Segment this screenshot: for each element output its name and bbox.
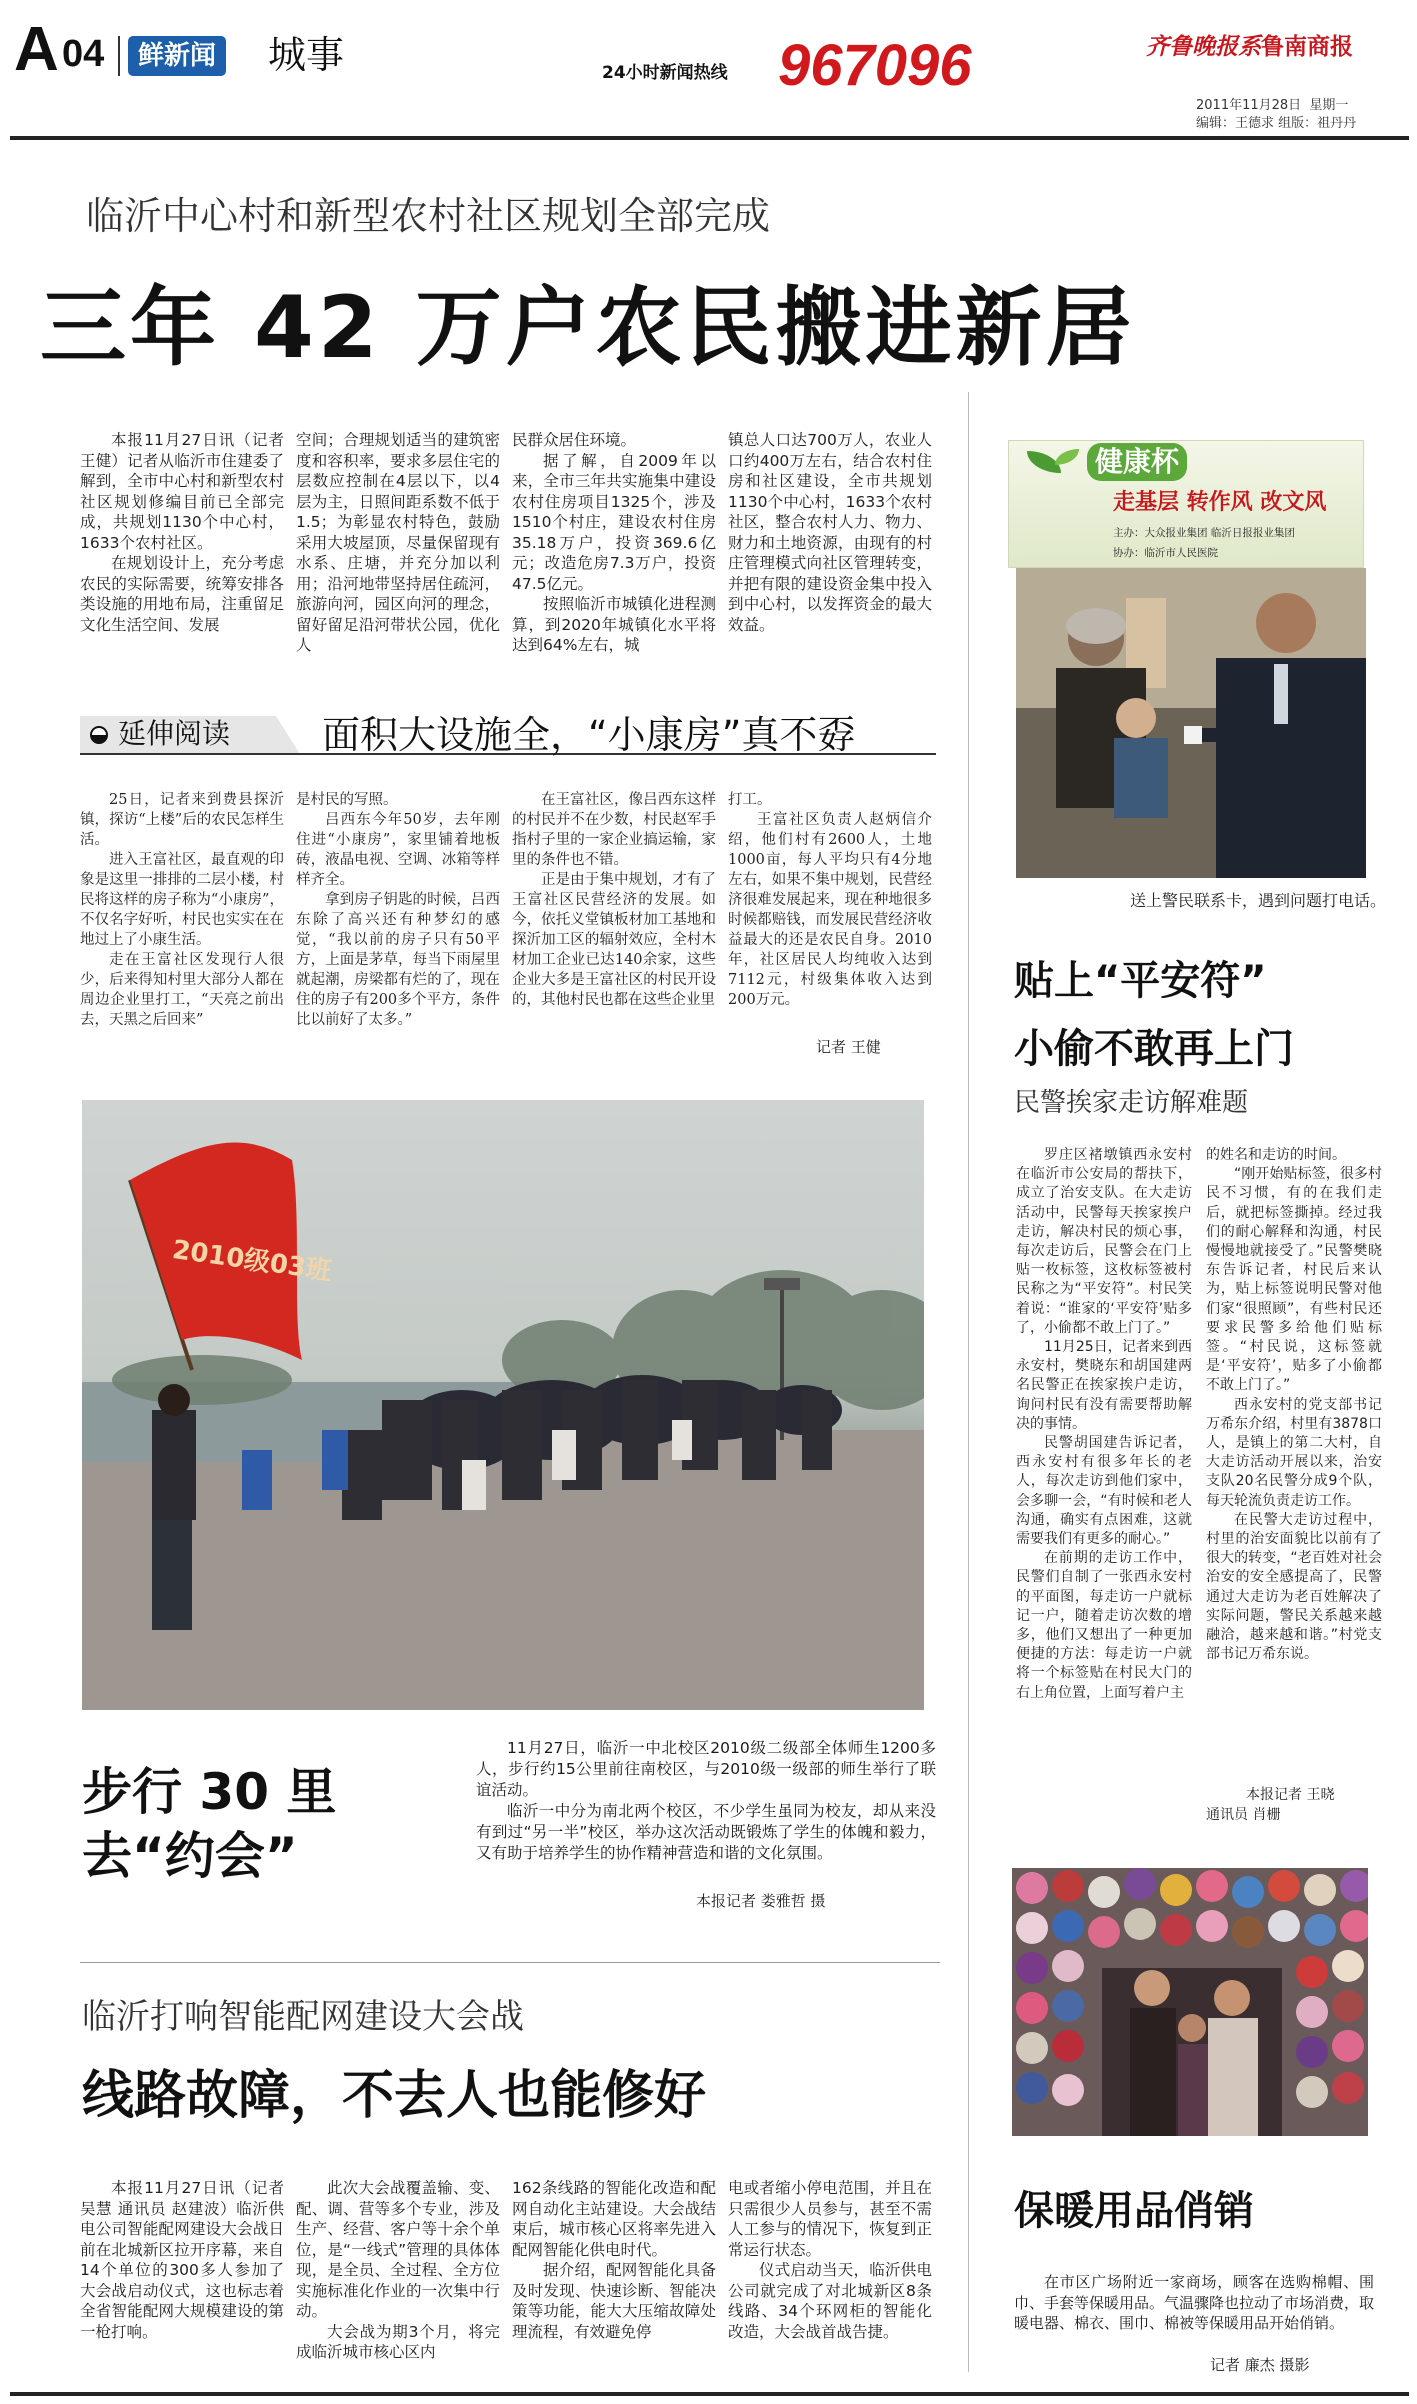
ext-para: 进入王富社区，最直观的印象是这里一排排的二层小楼，村民将这样的房子称为“小康房”，不仅名字好听，村民也实实在在地过上了小康生活。: [80, 852, 284, 948]
grid-para: 大会战为期3个月，将完成临沂城市核心区内: [296, 2322, 500, 2361]
ext-para: 正是由于集中规划，才有了王富社区民营经济的发展。如今，依托义堂镇板材加工基地和探沂加工区的辐射效应，全村木材加工企业已达140余家，这些企业大多是王富社区的村民开设的，其他村民也都在这些企业里: [512, 872, 716, 1008]
brand-badge: 鲜新闻: [128, 36, 226, 76]
lead-col-1: [80, 430, 284, 635]
walk-byline: 本报记者 娄雅哲 摄: [696, 1892, 826, 1910]
extended-headline: 面积大设施全，“小康房”真不孬: [322, 713, 856, 757]
masthead-b: 鲁南商报: [1261, 34, 1353, 60]
police-para: 民警胡国建告诉记者，西永安村有很多年长的老人，每次走访到他们家中，会多聊一会，“有时候和老人沟通，确实有点困难，这就需要我们有更多的耐心。”: [1016, 1435, 1192, 1548]
promo-slogan: 走基层 转作风 改文风: [1113, 490, 1327, 515]
police-para: 的姓名和走访的时间。: [1206, 1147, 1346, 1163]
leaf-icon: [1055, 449, 1079, 465]
page-number: 04: [62, 33, 105, 75]
reading-icon: [90, 726, 108, 744]
lead-col-2: [296, 430, 500, 656]
lead-para: 镇总人口达700万人，农业人口约400万左右，结合农村住房和社区建设，全市共规划1130个中心村，1633个农村社区，整合农村人力、物力、财力和土地资源，由现有的村庄管理模式向社区管理转变，并把有限的建设资金集中投入到中心村，以发挥资金的最大效益。: [728, 431, 932, 634]
police-byline-2: 通讯员 肖栅: [1206, 1807, 1281, 1823]
warm-byline: 记者 廉杰 摄影: [1210, 2356, 1310, 2374]
promo-banner: [1008, 440, 1364, 568]
grid-para: 此次大会战覆盖输、变、配、调、营等多个专业，涉及生产、经营、客户等十余个单位，是“一线式”管理的具体体现，是全员、全过程、全方位实施标准化作业的一次集中行动。: [296, 2179, 500, 2320]
grid-headline: 线路故障，不去人也能修好: [82, 2066, 707, 2126]
grid-col-1: [80, 2178, 284, 2342]
ext-col-1: [80, 790, 284, 1030]
ext-col-3: [512, 790, 716, 1010]
ext-col-4: [728, 790, 932, 1010]
police-para: 西永安村的党支部书记万希东介绍，村里有3878口人，是镇上的第二大村，自大走访活动开展以来，治安支队20名民警分成9个队，每天轮流负责走访工作。: [1206, 1396, 1382, 1509]
ext-para: 打工。: [728, 792, 772, 808]
lead-col-3: [512, 430, 716, 656]
ext-para: 是村民的写照。: [296, 792, 398, 808]
lead-col-4: [728, 430, 932, 635]
masthead: [1146, 28, 1353, 61]
ext-para: 王富社区负责人赵炳信介绍，他们村有2600人，土地1000亩，每人平均只有4分地左右，如果不集中规划，民营经济很难发展起来，现在种地很多时候都赔钱，而发展民营经济收益最大的还是农民自身。2010年，社区居民人均纯收入达到7112元，村级集体收入达到200万元。: [728, 812, 932, 1008]
police-photo: [1016, 568, 1366, 878]
footer-rule: [10, 2392, 1409, 2396]
hotline-number: 967096: [778, 33, 972, 98]
ext-para: 25日，记者来到费县探沂镇，探访“上楼”后的农民怎样生活。: [80, 792, 284, 848]
page-letter: A: [14, 15, 59, 84]
march-photo: [82, 1100, 924, 1710]
police-photo-caption: 送上警民联系卡，遇到问题打电话。: [1130, 891, 1387, 910]
walk-caption-2: 临沂一中分为南北两个校区，不少学生虽同为校友，却从来没有到过“另一半”校区，举办这次活动既锻炼了学生的体魄和毅力，又有助于培养学生的协作精神营造和谐的文化氛围。: [476, 1802, 936, 1862]
police-para: 在民警大走访过程中，村里的治安面貌比以前有了很大的转变，“老百姓对社会治安的安全感提高了，民警通过大走访为老百姓解决了实际问题，警民关系越来越融洽，越来越和谐。”村党支部书记万希东说。: [1206, 1511, 1382, 1663]
police-para: 罗庄区褚墩镇西永安村在临沂市公安局的帮扶下，成立了治安支队。在大走访活动中，民警每天挨家挨户走访，解决村民的烦心事，每次走访后，民警会在门上贴一枚标签，这枚标签被村民称之为“平安符”。村民笑着说：“谁家的‘平安符’贴多了，小偷都不敢上门了。”: [1016, 1147, 1192, 1336]
ext-col-2: [296, 790, 500, 1030]
grid-top-rule: [80, 1962, 940, 1963]
grid-col-4: [728, 2178, 932, 2342]
ext-para: 吕西东今年50岁，去年刚住进“小康房”，家里铺着地板砖，液晶电视、空调、冰箱等样样齐全。: [296, 812, 500, 888]
right-column-rule: [968, 392, 969, 2372]
ext-para: 在王富社区，像吕西东这样的村民并不在少数，村民赵军手指村子里的一家企业搞运输，家里的条件也不错。: [512, 792, 716, 868]
police-para: 11月25日，记者来到西永安村，樊晓东和胡国建两名民警正在挨家挨户走访，询问村民有没有需要帮助解决的事情。: [1016, 1339, 1192, 1432]
lead-para: 按照临沂市城镇化进程测算，到2020年城镇化水平将达到64%左右，城: [512, 595, 716, 654]
grid-para: 162条线路的智能化改造和配网自动化主站建设。大会战结束后，城市核心区将率先进入配网智能化供电时代。: [512, 2179, 716, 2259]
promo-logo-text: 健康杯: [1087, 443, 1187, 481]
police-col-2: [1206, 1146, 1382, 1664]
lead-headline: 三年 42 万户农民搬进新居: [40, 278, 1136, 378]
issue-date: 2011年11月28日 星期一: [1196, 98, 1349, 113]
walk-caption: [476, 1738, 936, 1864]
header-rule: [10, 136, 1409, 140]
ext-byline: 记者 王健: [816, 1038, 881, 1056]
police-col-1: [1016, 1146, 1192, 1703]
ext-para: 走在王富社区发现行人很少，后来得知村里大部分人都在周边企业里打工，“天亮之前出去，天黑之后回来”: [80, 952, 284, 1028]
warm-caption: 在市区广场附近一家商场，顾客在选购棉帽、围巾、手套等保暖用品。气温骤降也拉动了市场消费，取暖电器、棉衣、围巾、棉被等保暖用品开始俏销。: [1014, 2273, 1375, 2332]
grid-para: 据介绍，配网智能化具备及时发现、快速诊断、智能决策等功能，能大大压缩故障处理流程，有效避免停: [512, 2261, 716, 2341]
grid-col-2: [296, 2178, 500, 2363]
header-divider: [118, 36, 120, 76]
police-para: “刚开始贴标签，很多村民不习惯，有的在我们走后，就把标签撕掉。经过我们的耐心解释和沟通，村民慢慢地就接受了。”民警樊晓东告诉记者，村民后来认为，贴上标签说明民警对他们家“很照顾”，有些村民还要求民警多给他们贴标签。“村民说，这标签就是‘平安符’，贴多了小偷都不敢上门了。”: [1206, 1166, 1382, 1394]
warm-headline: 保暖用品俏销: [1014, 2188, 1254, 2234]
grid-para: 仪式启动当天，临沂供电公司就完成了对北城新区8条线路、34个环网柜的智能化改造，大会战首战告捷。: [728, 2261, 932, 2341]
police-subhead: 民警挨家走访解难题: [1014, 1088, 1249, 1118]
lead-para: 本报11月27日讯（记者 王健）记者从临沂市住建委了解到，全市中心村和新型农村社区规划修编目前已全部完成，共规划1130个中心村，1633个农村社区。: [80, 431, 284, 552]
promo-organizer: 主办：大众报业集团 临沂日报报业集团: [1113, 527, 1295, 539]
lead-kicker: 临沂中心村和新型农村社区规划全部完成: [86, 194, 771, 238]
issue-editor: 编辑：王德求 组版：祖丹丹: [1196, 116, 1357, 131]
masthead-a: 齐鲁晚报系: [1146, 34, 1261, 60]
section-title: 城事: [268, 33, 345, 77]
police-headline-1: 贴上“平安符”: [1014, 958, 1267, 1004]
market-photo: [1012, 1868, 1368, 2136]
lead-para: 空间；合理规划适当的建筑密度和容积率，要求多层住宅的层数应控制在4层以下，以4层为主，日照间距系数不低于1.5；为彰显农村特色，鼓励采用大坡屋顶，尽量保留现有水系、庄塘，并充分加以利用；沿河地带坚持居住疏河，旅游向河，园区向河的理念，留好留足沿河带状公园，优化人: [296, 431, 500, 654]
hotline-label: 24小时新闻热线: [602, 63, 728, 83]
walk-caption-1: 11月27日，临沂一中北校区2010级二级部全体师生1200多人，步行约15公里前往南校区，与2010级一级部的师生举行了联谊活动。: [476, 1739, 936, 1799]
promo-partner: 协办：临沂市人民医院: [1113, 547, 1218, 559]
lead-para: 据了解，自2009年以来，全市三年共实施集中建设农村住房项目1325个，涉及1510个村庄，建设农村住房35.18万户，投资369.6亿元；改造危房7.3万户，投资47.5亿元。: [512, 451, 716, 593]
walk-headline-1: 步行 30 里: [82, 1763, 337, 1821]
flag-text: 2010级03班: [170, 1234, 334, 1288]
police-byline-1: 本报记者 王晓: [1246, 1787, 1335, 1803]
grid-para: 电或者缩小停电范围，并且在只需很少人员参与，甚至不需人工参与的情况下，恢复到正常运行状态。: [728, 2179, 932, 2259]
police-para: 在前期的走访工作中，民警们自制了一张西永安村的平面图，每走访一户就标记一户，随着走访次数的增多，他们又想出了一种更加便捷的方法：每走访一户就将一个标签贴在村民大门的右上角位置，上面写着户主: [1016, 1550, 1192, 1701]
police-headline-2: 小偷不敢再上门: [1014, 1026, 1294, 1072]
extended-reading-label: 延伸阅读: [118, 717, 231, 750]
walk-headline-2: 去“约会”: [82, 1827, 298, 1885]
lead-para: 在规划设计上，充分考虑农民的实际需要，统筹安排各类设施的用地布局，注重留足文化生活空间、发展: [80, 554, 284, 634]
grid-col-3: [512, 2178, 716, 2342]
grid-kicker: 临沂打响智能配网建设大会战: [82, 1997, 524, 2037]
grid-para: 本报11月27日讯（记者 吴慧 通讯员 赵建波）临沂供电公司智能配网建设大会战日前在北城新区拉开序幕，来自14个单位的300多人参加了大会战启动仪式，这也标志着全省智能配网大规模建设的第一枪打响。: [80, 2179, 284, 2341]
lead-para: 民群众居住环境。: [512, 431, 637, 449]
ext-para: 拿到房子钥匙的时候，吕西东除了高兴还有种梦幻的感觉，“我以前的房子只有50平方，上面是茅草，每当下雨屋里就起潮，房梁都有烂的了，现在住的房子有200多个平方，条件比以前好了太多。”: [296, 892, 500, 1028]
